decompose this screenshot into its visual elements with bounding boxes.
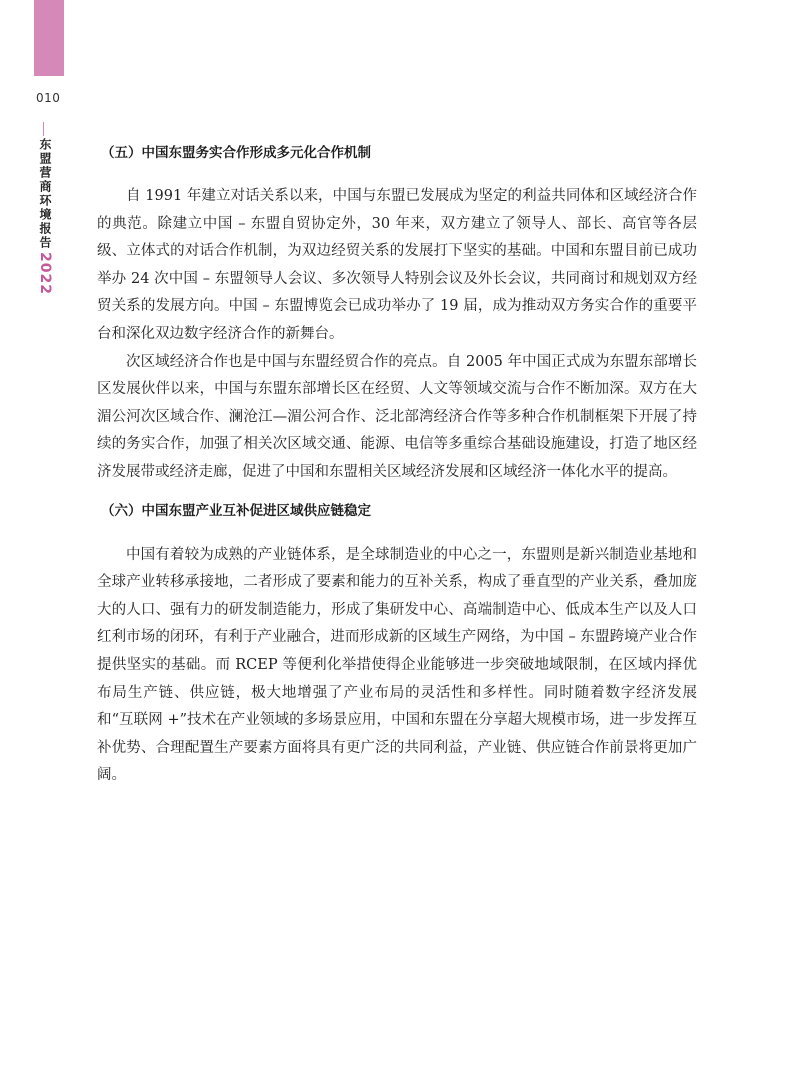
section-heading-6: （六）中国东盟产业互补促进区域供应链稳定 <box>101 502 371 519</box>
running-header-title: 东盟营商环境报告 <box>38 138 52 250</box>
page-number: 010 <box>36 91 61 105</box>
section-heading-5: （五）中国东盟务实合作形成多元化合作机制 <box>101 145 371 161</box>
running-header-year: 2022 <box>37 252 53 295</box>
side-divider <box>43 122 44 136</box>
pink-tab-marker <box>34 0 64 76</box>
body-paragraph: 次区域经济合作也是中国与东盟经贸合作的亮点。自 2005 年中国正式成为东盟东部增长区发展伙伴以来，中国与东盟东部增长区在经贸、人文等领域交流与合作不断加深。双方在大湄公河次区域合作、澜沧江—湄公河合作、泛北部湾经济合作等多种合作机制框架下开展了持续的务实合作，加强了相关次区域交通、能源、电信等多重综合基础设施建设，打造了地区经济发展带或经济走廊，促进了中国和东盟相关区域经济发展和区域经济一体化水平的提高。 <box>97 353 697 480</box>
running-header <box>36 138 54 295</box>
body-paragraph: 中国有着较为成熟的产业链体系，是全球制造业的中心之一，东盟则是新兴制造业基地和全球产业转移承接地，二者形成了要素和能力的互补关系，构成了垂直型的产业关系，叠加庞大的人口、强有力的研发制造能力，形成了集研发中心、高端制造中心、低成本生产以及人口红利市场的闭环，有利于产业融合，进而形成新的区域生产网络，为中国 – 东盟跨境产业合作提供坚实的基础。而 RCEP 等便利化举措使得企业能够进一步突破地域限制，在区域内择优布局生产链、供应链，极大地增强了产业布局的灵活性和多样性。同时随着数字经济发展和“互联网 +”技术在产业领域的多场景应用，中国和东盟在分享超大规模市场，进一步发挥互补优势、合理配置生产要素方面将具有更广泛的共同利益，产业链、供应链合作前景将更加广阔。 <box>97 546 697 784</box>
main-content <box>97 134 697 790</box>
body-paragraph: 自 1991 年建立对话关系以来，中国与东盟已发展成为坚定的利益共同体和区域经济合作的典范。除建立中国 – 东盟自贸协定外，30 年来，双方建立了领导人、部长、高官等各层级、立体式的对话合作机制，为双边经贸关系的发展打下坚实的基础。中国和东盟目前已成功举办 24 次中国 – 东盟领导人会议、多次领导人特别会议及外长会议，共同商讨和规划双方经贸关系的发展方向。中国 – 东盟博览会已成功举办了 19 届，成为推动双方务实合作的重要平台和深化双边数字经济合作的新舞台。 <box>97 188 697 342</box>
